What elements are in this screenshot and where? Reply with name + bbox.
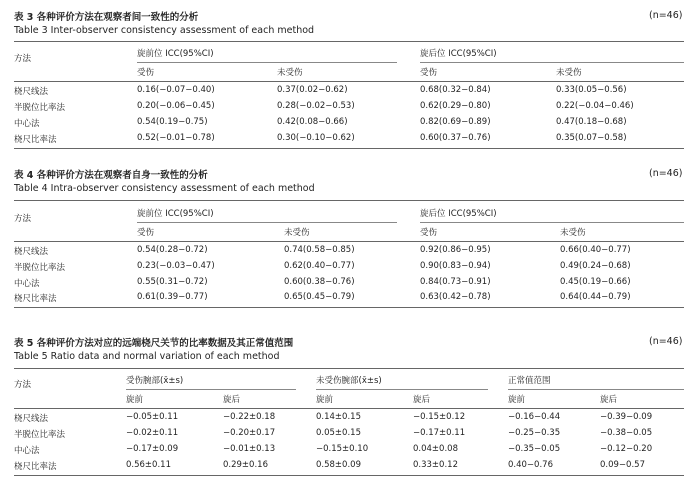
table-3-col-method: 方法 [14, 54, 32, 64]
table-row-method: 中心法 [14, 446, 40, 456]
table-row-method: 半脱位比率法 [14, 103, 66, 113]
table-3-sub-2: 未受伤 [277, 68, 303, 78]
table-3-title-en: Table 3 Inter-observer consistency assessment of each method [14, 25, 315, 36]
table-3-title-zh: 表 3 各种评价方法在观察者间一致性的分析 [14, 12, 199, 23]
table-4-sub-3: 受伤 [420, 228, 438, 238]
table-row-method: 桡尺比率法 [14, 462, 57, 472]
table-3-sub-1: 受伤 [137, 68, 155, 78]
table-cell: −0.15±0.10 [316, 444, 369, 454]
table-row-method: 半脱位比率法 [14, 263, 66, 273]
table-5-sub-1: 旋前 [126, 395, 144, 405]
table-4-title-en: Table 4 Intra-observer consistency assessment of each method [14, 183, 315, 194]
table-5-sub-2: 旋后 [223, 395, 241, 405]
table-cell: 0.37(0.02−0.62) [277, 85, 348, 95]
table-4-group1-rule [137, 222, 397, 223]
table-4-group1: 旋前位 ICC(95%CI) [137, 209, 214, 219]
table-4-n: (n=46) [649, 168, 683, 179]
table-cell: 0.20(−0.06−0.45) [137, 101, 215, 111]
table-cell: −0.01±0.13 [223, 444, 276, 454]
table-cell: 0.40−0.76 [508, 460, 553, 470]
table-3-bottom-rule [14, 148, 684, 149]
table-cell: −0.25−0.35 [508, 428, 561, 438]
table-4-group2: 旋后位 ICC(95%CI) [420, 209, 497, 219]
table-cell: 0.82(0.69−0.89) [420, 117, 491, 127]
table-cell: 0.68(0.32−0.84) [420, 85, 491, 95]
table-cell: −0.12−0.20 [600, 444, 653, 454]
table-row-method: 桡尺线法 [14, 414, 49, 424]
table-cell: 0.22(−0.04−0.46) [556, 101, 634, 111]
table-cell: 0.14±0.15 [316, 412, 361, 422]
table-cell: −0.16−0.44 [508, 412, 561, 422]
table-cell: 0.35(0.07−0.58) [556, 133, 627, 143]
table-3-header-rule [14, 81, 684, 82]
table-cell: −0.15±0.12 [413, 412, 466, 422]
table-cell: 0.54(0.28−0.72) [137, 245, 208, 255]
table-4-top-rule [14, 200, 684, 201]
table-5-group3: 正常值范围 [508, 376, 551, 386]
table-cell: 0.55(0.31−0.72) [137, 277, 208, 287]
table-cell: −0.17±0.09 [126, 444, 179, 454]
table-5-group2: 未受伤腕部(x̄±s) [316, 376, 382, 386]
table-5-title-en: Table 5 Ratio data and normal variation of each method [14, 351, 280, 362]
table-5-col-method: 方法 [14, 380, 32, 390]
table-cell: 0.47(0.18−0.68) [556, 117, 627, 127]
table-3-group2-rule [420, 62, 684, 63]
table-cell: −0.39−0.09 [600, 412, 653, 422]
table-cell: 0.90(0.83−0.94) [420, 261, 491, 271]
table-5-sub-6: 旋后 [600, 395, 618, 405]
table-cell: 0.60(0.38−0.76) [284, 277, 355, 287]
table-5-group2-rule [316, 389, 488, 390]
table-cell: 0.42(0.08−0.66) [277, 117, 348, 127]
table-cell: 0.23(−0.03−0.47) [137, 261, 215, 271]
table-row-method: 桡尺线法 [14, 247, 49, 257]
table-4-title-zh: 表 4 各种评价方法在观察者自身一致性的分析 [14, 170, 208, 181]
table-5-n: (n=46) [649, 336, 683, 347]
table-cell: 0.09−0.57 [600, 460, 645, 470]
table-3-n: (n=46) [649, 10, 683, 21]
table-4-group2-rule [420, 222, 684, 223]
table-5-sub-4: 旋后 [413, 395, 431, 405]
table-row-method: 中心法 [14, 279, 40, 289]
table-5-sub-3: 旋前 [316, 395, 334, 405]
table-cell: 0.62(0.40−0.77) [284, 261, 355, 271]
table-cell: −0.20±0.17 [223, 428, 276, 438]
table-row-method: 桡尺比率法 [14, 294, 57, 304]
table-cell: 0.74(0.58−0.85) [284, 245, 355, 255]
table-cell: 0.61(0.39−0.77) [137, 292, 208, 302]
table-cell: 0.52(−0.01−0.78) [137, 133, 215, 143]
table-5-title-zh: 表 5 各种评价方法对应的远端桡尺关节的比率数据及其正常值范围 [14, 338, 294, 349]
table-row-method: 桡尺比率法 [14, 135, 57, 145]
table-3-top-rule [14, 41, 684, 42]
table-cell: 0.62(0.29−0.80) [420, 101, 491, 111]
table-cell: 0.49(0.24−0.68) [560, 261, 631, 271]
table-cell: 0.04±0.08 [413, 444, 458, 454]
table-4-col-method: 方法 [14, 214, 32, 224]
table-row-method: 半脱位比率法 [14, 430, 66, 440]
table-5-group1-rule [126, 389, 296, 390]
table-5-header-rule [14, 408, 684, 409]
table-cell: 0.60(0.37−0.76) [420, 133, 491, 143]
table-cell: 0.56±0.11 [126, 460, 171, 470]
table-3-group1-rule [137, 62, 397, 63]
table-cell: −0.22±0.18 [223, 412, 276, 422]
table-cell: 0.05±0.15 [316, 428, 361, 438]
table-5-group1: 受伤腕部(x̄±s) [126, 376, 184, 386]
table-cell: −0.38−0.05 [600, 428, 653, 438]
table-cell: −0.02±0.11 [126, 428, 179, 438]
table-cell: 0.54(0.19−0.75) [137, 117, 208, 127]
table-cell: 0.30(−0.10−0.62) [277, 133, 355, 143]
table-4-sub-1: 受伤 [137, 228, 155, 238]
table-cell: 0.65(0.45−0.79) [284, 292, 355, 302]
table-cell: −0.05±0.11 [126, 412, 179, 422]
table-cell: 0.63(0.42−0.78) [420, 292, 491, 302]
table-3-group1: 旋前位 ICC(95%CI) [137, 49, 214, 59]
table-cell: 0.64(0.44−0.79) [560, 292, 631, 302]
table-cell: 0.33±0.12 [413, 460, 458, 470]
table-3-sub-3: 受伤 [420, 68, 438, 78]
table-5-top-rule [14, 368, 684, 369]
table-cell: 0.45(0.19−0.66) [560, 277, 631, 287]
table-cell: 0.58±0.09 [316, 460, 361, 470]
table-cell: 0.92(0.86−0.95) [420, 245, 491, 255]
table-cell: 0.66(0.40−0.77) [560, 245, 631, 255]
table-cell: −0.17±0.11 [413, 428, 466, 438]
table-4-sub-2: 未受伤 [284, 228, 310, 238]
table-cell: 0.28(−0.02−0.53) [277, 101, 355, 111]
table-row-method: 桡尺线法 [14, 87, 49, 97]
table-cell: 0.84(0.73−0.91) [420, 277, 491, 287]
table-cell: 0.29±0.16 [223, 460, 268, 470]
table-4-sub-4: 未受伤 [560, 228, 586, 238]
table-cell: 0.33(0.05−0.56) [556, 85, 627, 95]
table-5-bottom-rule [14, 475, 684, 476]
table-4-bottom-rule [14, 307, 684, 308]
table-cell: 0.16(−0.07−0.40) [137, 85, 215, 95]
table-3-sub-4: 未受伤 [556, 68, 582, 78]
table-5-group3-rule [508, 389, 684, 390]
table-5-sub-5: 旋前 [508, 395, 526, 405]
table-3-group2: 旋后位 ICC(95%CI) [420, 49, 497, 59]
table-4-header-rule [14, 241, 684, 242]
table-row-method: 中心法 [14, 119, 40, 129]
table-cell: −0.35−0.05 [508, 444, 561, 454]
